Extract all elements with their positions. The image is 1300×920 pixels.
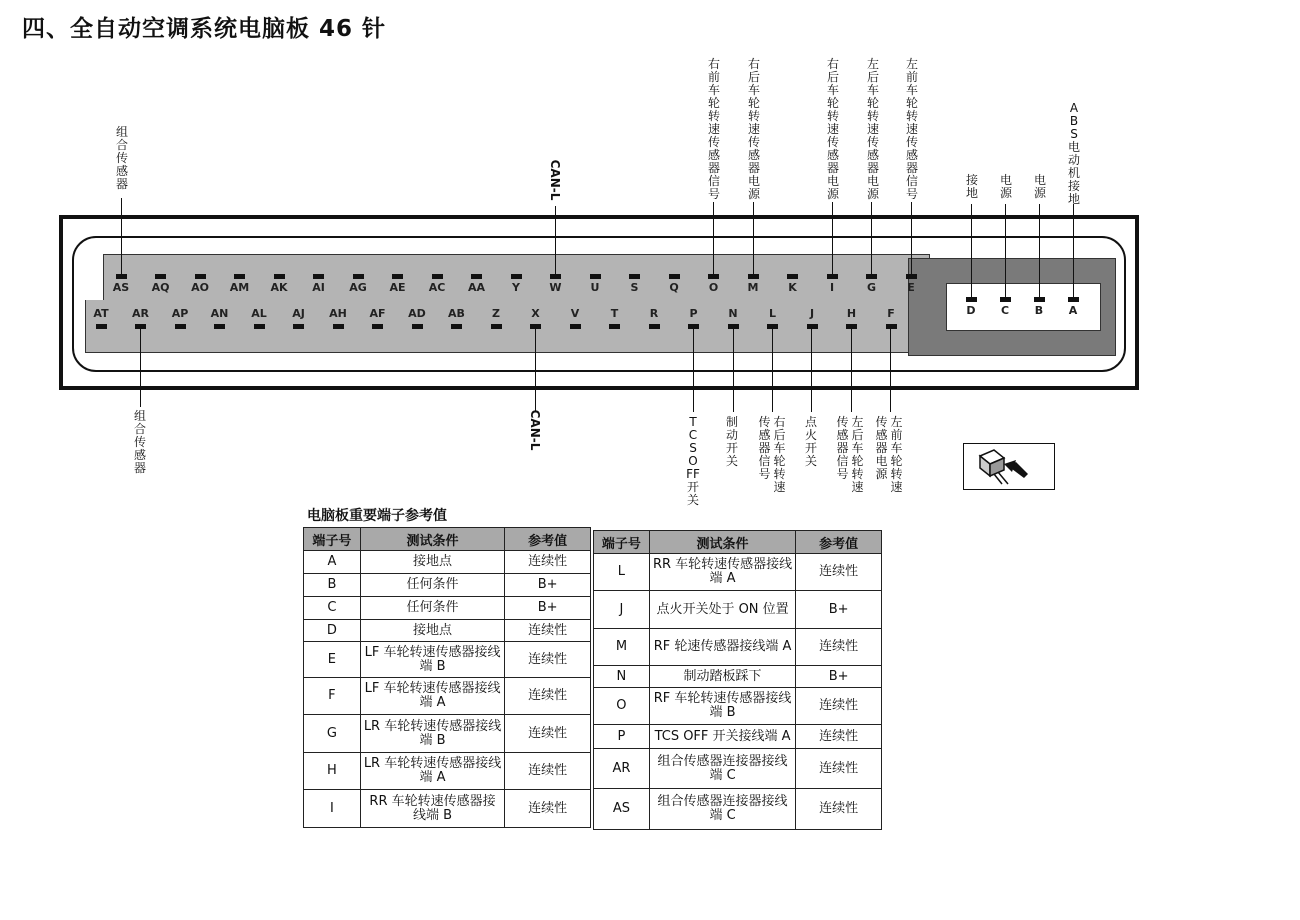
cell-terminal: AS bbox=[594, 789, 650, 830]
pin-ac bbox=[432, 274, 443, 279]
lead-line-as bbox=[121, 198, 122, 275]
cell-value: B+ bbox=[505, 597, 591, 620]
pin-q bbox=[669, 274, 680, 279]
table-row bbox=[304, 620, 591, 642]
pin-j bbox=[807, 324, 818, 329]
pin-label-u: U bbox=[590, 281, 600, 294]
pin-t bbox=[609, 324, 620, 329]
pin-label-ar: AR bbox=[132, 307, 149, 320]
cell-terminal: P bbox=[594, 725, 650, 749]
pin-label-z: Z bbox=[492, 307, 500, 320]
cell-terminal: AR bbox=[594, 749, 650, 789]
cell-terminal: B bbox=[304, 574, 361, 597]
pin-ab bbox=[451, 324, 462, 329]
cell-terminal: O bbox=[594, 688, 650, 725]
callout-o: 右前车轮转速传感器信号 bbox=[707, 57, 720, 201]
pin-label-ao: AO bbox=[191, 281, 209, 294]
table-row bbox=[304, 678, 591, 715]
table-row bbox=[304, 574, 591, 597]
cell-value: 连续性 bbox=[505, 678, 591, 715]
pin-label-r: R bbox=[649, 307, 659, 320]
table-row bbox=[304, 790, 591, 828]
callout-p: TCS OFF 开关 bbox=[686, 415, 700, 507]
pin-f bbox=[886, 324, 897, 329]
callout-b: 电源 bbox=[1033, 173, 1046, 200]
pin-b bbox=[1034, 297, 1045, 302]
lead-line-m bbox=[753, 202, 754, 275]
lead-line-x bbox=[535, 328, 536, 412]
callout-a: ABS 电动机接地 bbox=[1067, 101, 1080, 206]
cell-terminal: G bbox=[304, 715, 361, 753]
pin-u bbox=[590, 274, 601, 279]
table-row bbox=[594, 666, 882, 688]
lead-line-l bbox=[772, 328, 773, 412]
cell-terminal: F bbox=[304, 678, 361, 715]
pin-aq bbox=[155, 274, 166, 279]
lead-line-h bbox=[851, 328, 852, 412]
pin-ae bbox=[392, 274, 403, 279]
cell-condition: LF 车轮转速传感器接线端 B bbox=[360, 642, 504, 678]
pin-at bbox=[96, 324, 107, 329]
pin-label-af: AF bbox=[369, 307, 386, 320]
pin-label-f: F bbox=[887, 307, 895, 320]
pin-label-m: M bbox=[747, 281, 759, 294]
pin-z bbox=[491, 324, 502, 329]
lead-line-o bbox=[713, 202, 714, 275]
cell-condition: RR 车轮转速传感器接线端 A bbox=[649, 554, 795, 591]
lead-line-i bbox=[832, 202, 833, 275]
cell-condition: LR 车轮转速传感器接线端 B bbox=[360, 715, 504, 753]
pin-label-aa: AA bbox=[467, 281, 486, 294]
cell-value: B+ bbox=[796, 591, 882, 629]
pin-ad bbox=[412, 324, 423, 329]
callout-as: 组合传感器 bbox=[115, 125, 128, 191]
callout-w: CAN-L bbox=[548, 159, 562, 201]
pin-aa bbox=[471, 274, 482, 279]
pin-ao bbox=[195, 274, 206, 279]
pin-label-e: E bbox=[907, 281, 915, 294]
table-row bbox=[304, 715, 591, 753]
pin-label-l: L bbox=[768, 307, 776, 320]
pin-label-q: Q bbox=[669, 281, 679, 294]
connector-plug-icon bbox=[963, 443, 1055, 490]
callout-f-line2: 传感器电源 bbox=[875, 415, 888, 481]
cell-condition: 组合传感器连接器接线端 C bbox=[649, 789, 795, 830]
pin-d bbox=[966, 297, 977, 302]
pin-label-as: AS bbox=[112, 281, 130, 294]
lead-line-n bbox=[733, 328, 734, 412]
callout-j: 点火开关 bbox=[804, 415, 817, 468]
lead-line-d bbox=[971, 204, 972, 297]
pin-label-y: Y bbox=[512, 281, 520, 294]
pin-label-ab: AB bbox=[448, 307, 465, 320]
pin-label-ae: AE bbox=[389, 281, 406, 294]
reference-table-left bbox=[303, 527, 591, 828]
callout-l bbox=[757, 416, 787, 494]
table-row bbox=[594, 749, 882, 789]
pin-label-x: X bbox=[531, 307, 540, 320]
table-row bbox=[594, 688, 882, 725]
pin-am bbox=[234, 274, 245, 279]
cell-condition: LR 车轮转速传感器接线端 A bbox=[360, 753, 504, 790]
pin-s bbox=[629, 274, 640, 279]
callout-d: 接地 bbox=[965, 173, 978, 200]
pin-label-b: B bbox=[1034, 304, 1044, 317]
lead-line-f bbox=[890, 328, 891, 412]
cell-condition: 制动踏板踩下 bbox=[649, 666, 795, 688]
cell-value: 连续性 bbox=[796, 725, 882, 749]
cell-terminal: I bbox=[304, 790, 361, 828]
cell-terminal: N bbox=[594, 666, 650, 688]
header-condition: 测试条件 bbox=[649, 531, 795, 554]
pin-r bbox=[649, 324, 660, 329]
cell-value: 连续性 bbox=[796, 789, 882, 830]
cell-terminal: E bbox=[304, 642, 361, 678]
pin-ap bbox=[175, 324, 186, 329]
lead-line-ar bbox=[140, 328, 141, 407]
cell-terminal: D bbox=[304, 620, 361, 642]
cell-condition: 任何条件 bbox=[360, 597, 504, 620]
pin-label-g: G bbox=[866, 281, 877, 294]
header-condition: 测试条件 bbox=[360, 528, 504, 551]
cell-value: B+ bbox=[796, 666, 882, 688]
cell-condition: 接地点 bbox=[360, 620, 504, 642]
cell-terminal: C bbox=[304, 597, 361, 620]
table-row bbox=[304, 753, 591, 790]
callout-h bbox=[835, 416, 865, 494]
pin-label-w: W bbox=[549, 281, 562, 294]
pin-label-s: S bbox=[630, 281, 639, 294]
cell-terminal: L bbox=[594, 554, 650, 591]
pin-v bbox=[570, 324, 581, 329]
table-row bbox=[594, 554, 882, 591]
cell-terminal: M bbox=[594, 629, 650, 666]
callout-ar: 组合传感器 bbox=[133, 409, 146, 475]
header-terminal: 端子号 bbox=[594, 531, 650, 554]
cell-terminal: A bbox=[304, 551, 361, 574]
pin-ai bbox=[313, 274, 324, 279]
cell-value: 连续性 bbox=[505, 715, 591, 753]
cell-value: 连续性 bbox=[505, 790, 591, 828]
cell-value: B+ bbox=[505, 574, 591, 597]
cell-value: 连续性 bbox=[796, 629, 882, 666]
callout-h-line2: 传感器信号 bbox=[836, 415, 849, 481]
pin-label-d: D bbox=[966, 304, 976, 317]
cell-condition: LF 车轮转速传感器接线端 A bbox=[360, 678, 504, 715]
lead-line-g bbox=[871, 202, 872, 275]
pin-ag bbox=[353, 274, 364, 279]
lead-line-a bbox=[1073, 204, 1074, 297]
pin-label-at: AT bbox=[93, 307, 109, 320]
cell-condition: RR 车轮转速传感器接线端 B bbox=[360, 790, 504, 828]
callout-l-line1: 右后车轮转速 bbox=[773, 415, 786, 494]
pin-label-al: AL bbox=[251, 307, 267, 320]
callout-n: 制动开关 bbox=[725, 415, 738, 468]
lead-line-w bbox=[555, 206, 556, 275]
cell-condition: 任何条件 bbox=[360, 574, 504, 597]
cell-value: 连续性 bbox=[505, 753, 591, 790]
cell-value: 连续性 bbox=[505, 551, 591, 574]
callout-g: 左后车轮转速传感器电源 bbox=[866, 57, 879, 201]
pin-label-ag: AG bbox=[349, 281, 367, 294]
pin-label-v: V bbox=[570, 307, 580, 320]
callout-l-line2: 传感器信号 bbox=[758, 415, 771, 481]
table-row bbox=[594, 789, 882, 830]
cell-condition: 接地点 bbox=[360, 551, 504, 574]
pin-an bbox=[214, 324, 225, 329]
cell-value: 连续性 bbox=[796, 688, 882, 725]
table-row bbox=[594, 629, 882, 666]
table-row bbox=[304, 642, 591, 678]
cell-value: 连续性 bbox=[796, 554, 882, 591]
pin-label-o: O bbox=[708, 281, 719, 294]
pin-label-k: K bbox=[788, 281, 797, 294]
pin-ah bbox=[333, 324, 344, 329]
cell-condition: TCS OFF 开关接线端 A bbox=[649, 725, 795, 749]
header-value: 参考值 bbox=[796, 531, 882, 554]
cell-terminal: H bbox=[304, 753, 361, 790]
pin-af bbox=[372, 324, 383, 329]
pin-label-ai: AI bbox=[312, 281, 325, 294]
lead-line-c bbox=[1005, 204, 1006, 297]
pin-label-j: J bbox=[809, 307, 815, 320]
cell-terminal: J bbox=[594, 591, 650, 629]
cell-value: 连续性 bbox=[505, 620, 591, 642]
pin-al bbox=[254, 324, 265, 329]
pin-label-ac: AC bbox=[428, 281, 446, 294]
table-row bbox=[304, 551, 591, 574]
cell-value: 连续性 bbox=[796, 749, 882, 789]
cell-value: 连续性 bbox=[505, 642, 591, 678]
header-terminal: 端子号 bbox=[304, 528, 361, 551]
callout-f bbox=[874, 416, 904, 494]
reference-table-right bbox=[593, 530, 882, 830]
lead-line-e bbox=[911, 202, 912, 275]
cell-condition: 点火开关处于 ON 位置 bbox=[649, 591, 795, 629]
lead-line-b bbox=[1039, 204, 1040, 297]
pin-label-a: A bbox=[1068, 304, 1078, 317]
callout-m: 右后车轮转速传感器电源 bbox=[747, 57, 760, 201]
pin-label-aq: AQ bbox=[151, 281, 170, 294]
table-row bbox=[594, 725, 882, 749]
pin-c bbox=[1000, 297, 1011, 302]
pin-label-n: N bbox=[728, 307, 738, 320]
pin-k bbox=[787, 274, 798, 279]
pin-aj bbox=[293, 324, 304, 329]
callout-e: 左前车轮转速传感器信号 bbox=[905, 57, 918, 201]
pin-label-ah: AH bbox=[329, 307, 347, 320]
pin-a bbox=[1068, 297, 1079, 302]
header-value: 参考值 bbox=[505, 528, 591, 551]
pin-label-t: T bbox=[610, 307, 619, 320]
pin-label-an: AN bbox=[210, 307, 229, 320]
callout-c: 电源 bbox=[999, 173, 1012, 200]
callout-f-line1: 左前车轮转速 bbox=[890, 415, 903, 494]
table-row bbox=[594, 591, 882, 629]
pin-label-c: C bbox=[1000, 304, 1010, 317]
callout-h-line1: 左后车轮转速 bbox=[851, 415, 864, 494]
callout-x: CAN-L bbox=[528, 409, 542, 451]
pin-y bbox=[511, 274, 522, 279]
pin-ak bbox=[274, 274, 285, 279]
pin-label-ap: AP bbox=[171, 307, 189, 320]
cell-condition: RF 轮速传感器接线端 A bbox=[649, 629, 795, 666]
cell-condition: 组合传感器连接器接线端 C bbox=[649, 749, 795, 789]
pin-label-aj: AJ bbox=[292, 307, 305, 320]
page-title: 四、全自动空调系统电脑板 46 针 bbox=[22, 16, 387, 42]
cell-condition: RF 车轮转速传感器接线端 B bbox=[649, 688, 795, 725]
pin-label-i: I bbox=[829, 281, 835, 294]
lead-line-j bbox=[811, 328, 812, 412]
reference-title: 电脑板重要端子参考值 bbox=[307, 508, 447, 524]
pin-label-p: P bbox=[689, 307, 698, 320]
pin-label-h: H bbox=[846, 307, 857, 320]
pin-label-ad: AD bbox=[408, 307, 426, 320]
table-row bbox=[304, 597, 591, 620]
pin-label-am: AM bbox=[229, 281, 250, 294]
callout-i: 右后车轮转速传感器电源 bbox=[826, 57, 839, 201]
lead-line-p bbox=[693, 328, 694, 412]
pin-label-ak: AK bbox=[270, 281, 288, 294]
